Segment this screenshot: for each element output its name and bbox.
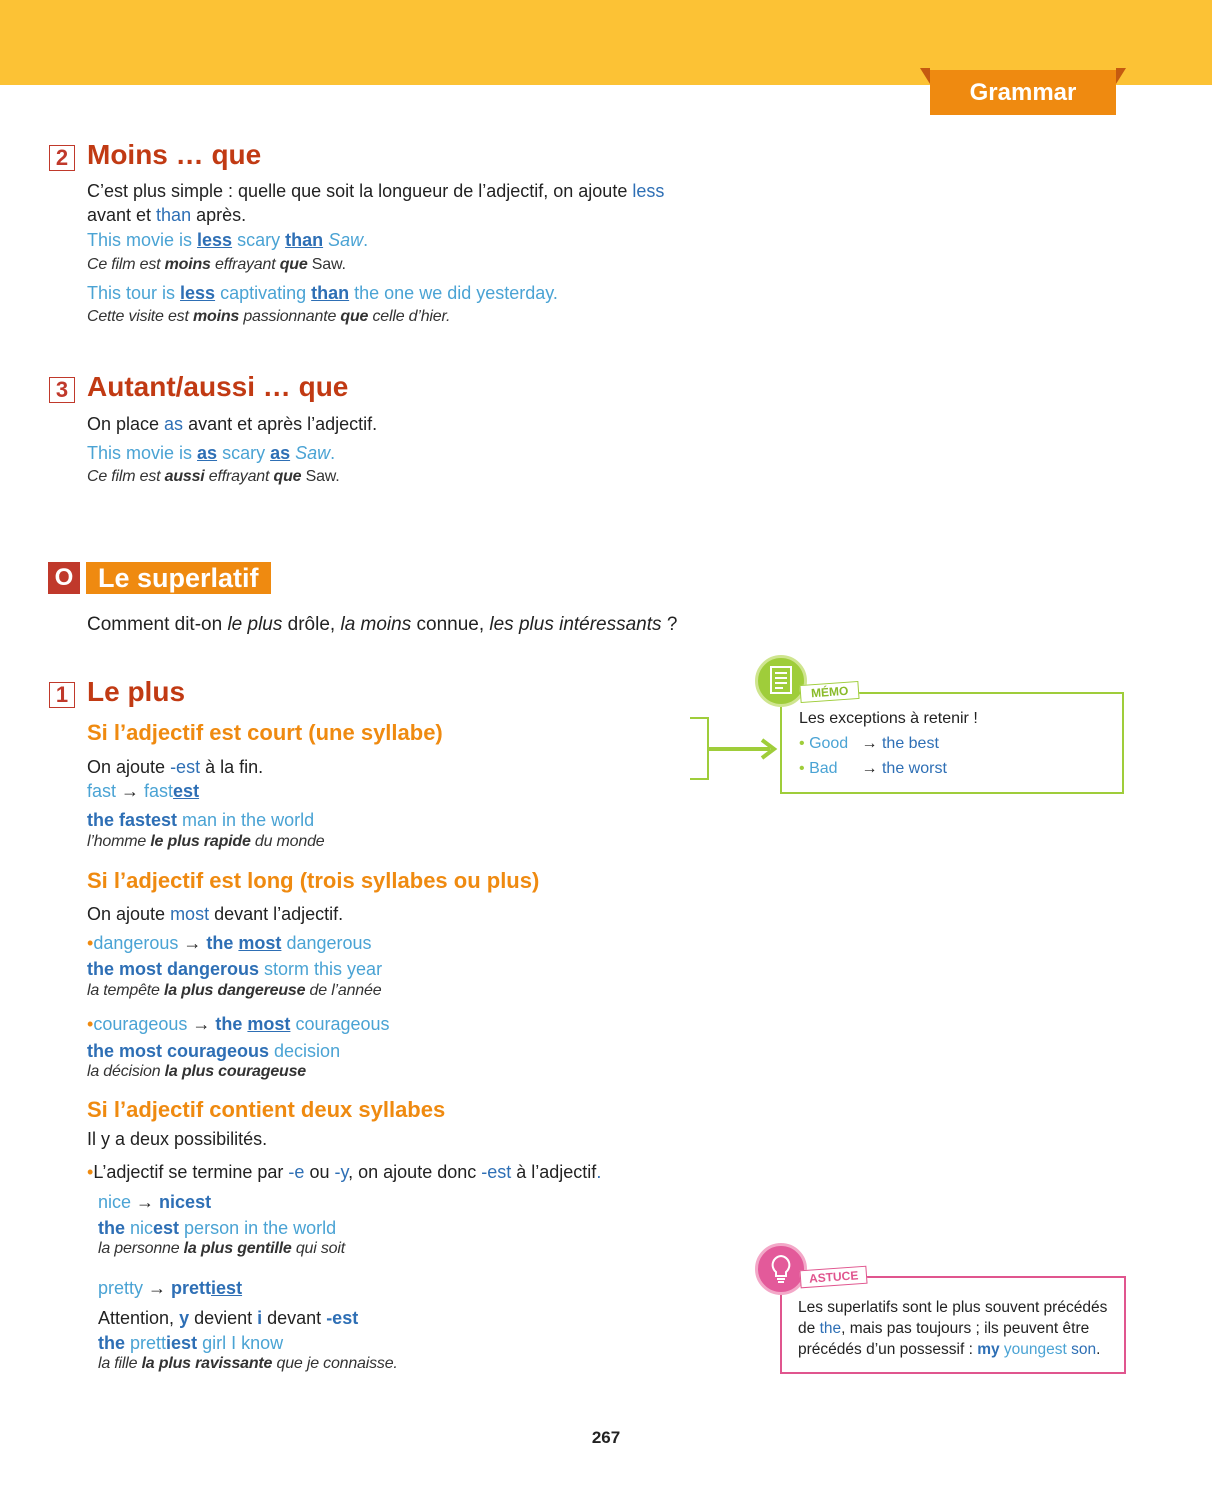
tab-ear-left (920, 68, 930, 84)
court-body: On ajoute -est à la fin. (87, 757, 264, 777)
astuce-line-2: de the, mais pas toujours ; ils peuvent être (798, 1320, 1090, 1337)
section-title-superlatif: Le superlatif (86, 562, 271, 594)
deux-example-2: the prettiest girl I know (98, 1333, 284, 1353)
deux-pair-2: pretty → prettiest (98, 1278, 243, 1298)
memo-tag: MÉMO (799, 681, 859, 703)
long-translation-2: la décision la plus courageuse (87, 1063, 306, 1080)
court-heading: Si l’adjectif est court (une syllabe) (87, 720, 443, 745)
deux-translation-2: la fille la plus ravissante que je connaisse. (98, 1355, 398, 1372)
long-heading: Si l’adjectif est long (trois syllabes ou plus) (87, 868, 540, 893)
moins-example-1: This movie is less scary than Saw. (87, 230, 369, 250)
section-badge: O (48, 562, 80, 594)
tab-ear-right (1116, 68, 1126, 84)
moins-translation-2: Cette visite est moins passionnante que celle d’hier. (87, 308, 451, 325)
astuce-line-1: Les superlatifs sont le plus souvent précédés (798, 1299, 1108, 1316)
deux-heading: Si l’adjectif contient deux syllabes (87, 1097, 446, 1122)
deux-pair-1: nice → nicest (98, 1192, 212, 1212)
deux-attention: Attention, y devient i devant -est (98, 1308, 359, 1328)
astuce-line-3: précédés d’un possessif : my youngest son. (798, 1341, 1101, 1358)
memo-item-bad: • Bad → the worst (799, 760, 947, 777)
court-pair: fast → fastest (87, 781, 200, 801)
long-body: On ajoute most devant l’adjectif. (87, 904, 344, 924)
long-item-1: •dangerous → the most dangerous (87, 933, 372, 953)
astuce-tag: ASTUCE (799, 1266, 867, 1289)
moins-body-line1: C’est plus simple : quelle que soit la longueur de l’adjectif, on ajoute less (87, 181, 665, 201)
moins-body-line2: avant et than après. (87, 205, 247, 225)
section-title-autant: Autant/aussi … que (87, 371, 349, 402)
memo-title: Les exceptions à retenir ! (799, 710, 978, 727)
autant-body: On place as avant et après l’adjectif. (87, 414, 378, 434)
deux-example-1: the nicest person in the world (98, 1218, 337, 1238)
deux-rule: •L’adjectif se termine par -e ou -y, on ajoute donc -est à l’adjectif. (87, 1162, 602, 1182)
court-translation: l’homme le plus rapide du monde (87, 833, 325, 850)
moins-translation-1: Ce film est moins effrayant que Saw. (87, 256, 346, 273)
grammar-tab: Grammar (930, 70, 1116, 115)
moins-example-2: This tour is less captivating than the one we did yesterday. (87, 283, 558, 303)
long-item-2: •courageous → the most courageous (87, 1014, 390, 1034)
deux-translation-1: la personne la plus gentille qui soit (98, 1240, 345, 1257)
autant-translation: Ce film est aussi effrayant que Saw. (87, 468, 340, 485)
autant-example: This movie is as scary as Saw. (87, 443, 336, 463)
long-example-2: the most courageous decision (87, 1041, 341, 1061)
section-number-1: 1 (49, 682, 75, 708)
memo-bracket-arrow (688, 716, 784, 782)
long-translation-1: la tempête la plus dangereuse de l’année (87, 982, 382, 999)
superlatif-intro: Comment dit-on le plus drôle, la moins connue, les plus intéressants ? (87, 614, 678, 635)
section-number-3: 3 (49, 377, 75, 403)
memo-notepad-icon (755, 655, 807, 707)
memo-item-good: • Good → the best (799, 735, 939, 752)
section-title-moins: Moins … que (87, 139, 262, 170)
section-title-leplus: Le plus (87, 676, 186, 707)
long-example-1: the most dangerous storm this year (87, 959, 383, 979)
page-number: 267 (591, 1428, 621, 1447)
section-number-2: 2 (49, 145, 75, 171)
lightbulb-icon (755, 1243, 807, 1295)
deux-body: Il y a deux possibilités. (87, 1129, 268, 1149)
court-example: the fastest man in the world (87, 810, 315, 830)
